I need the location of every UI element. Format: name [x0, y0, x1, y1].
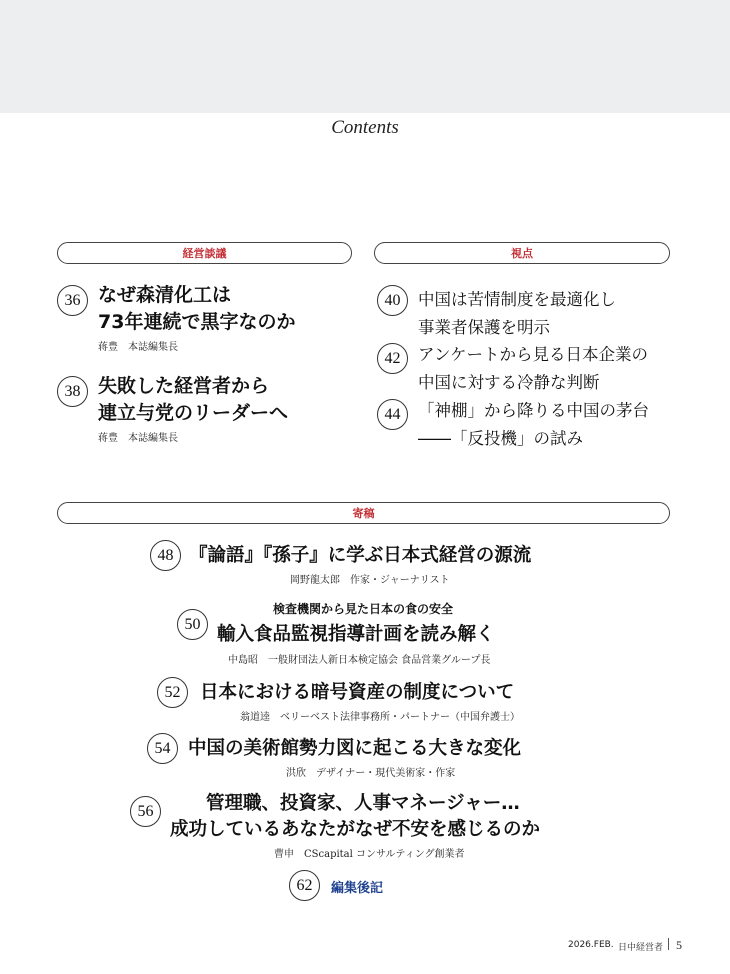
footer-divider	[668, 938, 669, 950]
article-48-author: 岡野龍太郎 作家・ジャーナリスト	[290, 575, 450, 586]
page-number-38: 38	[57, 376, 88, 407]
footer-issue: 2026.FEB.	[568, 940, 614, 950]
article-40-line1: 中国は苦情制度を最適化し	[418, 290, 616, 309]
header-band	[0, 0, 730, 113]
article-48-title: 『論語』『孫子』に学ぶ日本式経営の源流	[189, 545, 532, 566]
article-40-line2: 事業者保護を明示	[418, 318, 550, 337]
article-44-line1: 「神棚」から降りる中国の茅台	[418, 401, 649, 420]
page-number-52: 52	[157, 677, 188, 708]
article-50-title: 輸入食品監視指導計画を読み解く	[217, 624, 495, 645]
article-36-author: 蒋豊 本誌編集長	[98, 342, 178, 353]
page-number-44: 44	[377, 399, 408, 430]
article-42-line1: アンケートから見る日本企業の	[418, 345, 649, 364]
page-number-40: 40	[377, 285, 408, 316]
section-shiten-label: 視点	[374, 242, 670, 264]
article-44-line2: ――「反投機」の試み	[418, 429, 583, 448]
page-number-62: 62	[289, 870, 320, 901]
footer-page-number: 5	[676, 938, 682, 952]
page-footer	[0, 940, 730, 956]
page-number-48: 48	[150, 540, 181, 571]
page-number-56: 56	[130, 796, 161, 827]
article-52-title: 日本における暗号資産の制度について	[200, 682, 515, 703]
page-number-50: 50	[177, 609, 208, 640]
page-number-42: 42	[377, 343, 408, 374]
article-50-subtitle: 検査機関から見た日本の食の安全	[273, 602, 454, 616]
section-kikou-label: 寄稿	[57, 502, 670, 524]
article-38-title-line2: 連立与党のリーダーへ	[98, 402, 289, 424]
article-56-title-line2: 成功しているあなたがなぜ不安を感じるのか	[170, 819, 541, 840]
page-number-36: 36	[57, 285, 88, 316]
page-number-54: 54	[147, 733, 178, 764]
article-42-line2: 中国に対する冷静な判断	[418, 373, 600, 392]
article-54-title: 中国の美術館勢力図に起こる大きな変化	[188, 738, 522, 759]
article-36-title-line2: 73年連続で黒字なのか	[98, 311, 296, 333]
article-50-author: 中島昭 一般財団法人新日本検定協会 食品営業グループ長	[228, 655, 491, 666]
article-54-author: 洪欣 デザイナー・現代美術家・作家	[286, 768, 456, 779]
section-keiei-label: 経営談議	[57, 242, 352, 264]
article-56-author: 曹申 CScapital コンサルティング創業者	[274, 849, 465, 860]
article-52-author: 翁道逵 ベリーベスト法律事務所・パートナー（中国弁護士）	[240, 712, 520, 723]
article-38-author: 蒋豊 本誌編集長	[98, 433, 178, 444]
article-56-title-line1: 管理職、投資家、人事マネージャー…	[206, 793, 520, 814]
editor-note-label: 編集後記	[331, 881, 384, 896]
footer-magazine: 日中経営者	[618, 943, 664, 953]
contents-title: Contents	[331, 117, 399, 138]
article-36-title-line1: なぜ森清化工は	[98, 284, 232, 306]
article-38-title-line1: 失敗した経営者から	[98, 375, 270, 397]
